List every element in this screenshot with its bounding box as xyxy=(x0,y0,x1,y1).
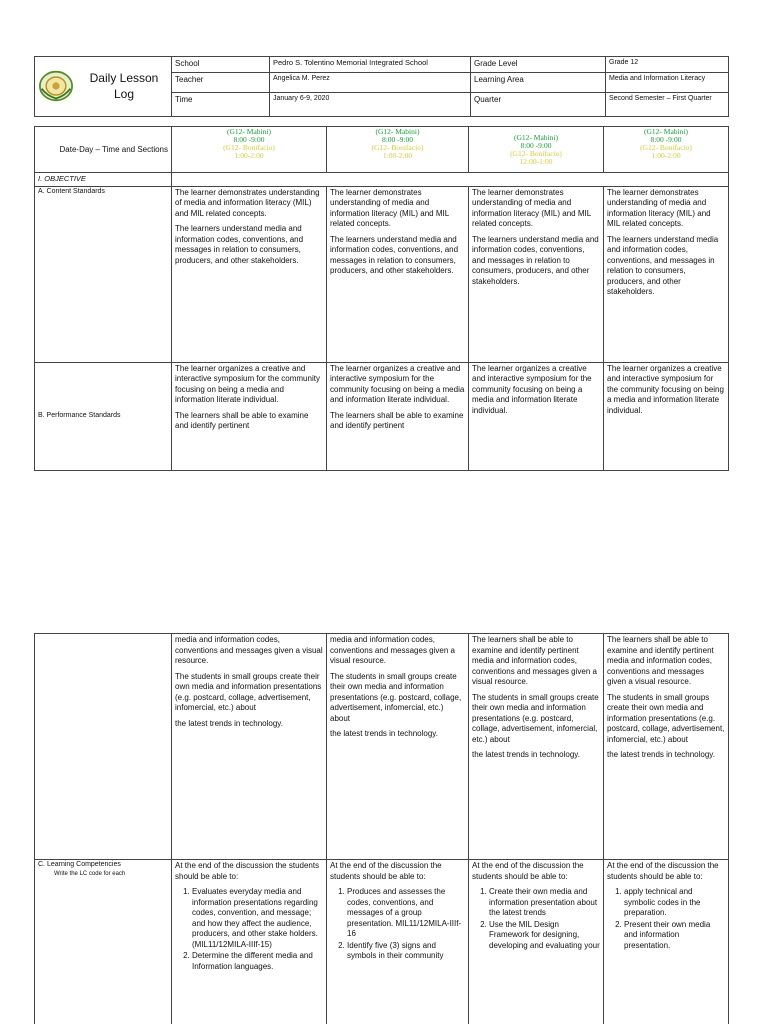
teacher-label: Teacher xyxy=(172,72,270,92)
grade-label: Grade Level xyxy=(471,57,606,73)
paragraph: The learners shall be able to examine and identify pertinent xyxy=(330,410,464,430)
day-4-sections xyxy=(604,127,729,173)
perf-cont-cell-1 xyxy=(172,634,327,860)
content-standards-label xyxy=(35,186,172,362)
paragraph: The learner organizes a creative and interactive symposium for the community focusing on being a media and information literate individual. xyxy=(175,363,320,404)
area-value: Media and Information Literacy xyxy=(606,72,729,92)
competency-label: C. Learning Competencies xyxy=(38,861,121,868)
paragraph: The students in small groups create their own media and information presentations (e.g. postcard, collage, advertisement, infomercial, etc.) about xyxy=(175,671,322,712)
competency-intro: At the end of the discussion the students should be able to: xyxy=(175,861,320,881)
paragraph: The learners understand media and information codes, conventions, and messages in relation to consumers, producers, and other stakeholders. xyxy=(330,234,459,275)
logo-title-cell xyxy=(35,57,172,117)
time-value: January 6-9, 2020 xyxy=(270,92,471,116)
performance-cell-3 xyxy=(469,362,604,470)
paragraph: the latest trends in technology. xyxy=(607,750,715,759)
paragraph: The learners shall be able to examine and identify pertinent xyxy=(175,410,309,430)
day-2-sections xyxy=(327,127,469,173)
list-item: 1. Create their own media and information presentation about the latest trends xyxy=(489,887,600,919)
competency-intro: At the end of the discussion the students should be able to: xyxy=(607,861,719,881)
competency-cell-3 xyxy=(469,860,604,1024)
objective-empty xyxy=(172,173,729,187)
paragraph: The learner organizes a creative and interactive symposium for the community focusing on being a media and information literate individual. xyxy=(607,363,724,415)
area-label: Learning Area xyxy=(471,72,606,92)
section-name: (G12- Mabini) xyxy=(375,127,420,136)
school-value: Pedro S. Tolentino Memorial Integrated School xyxy=(270,57,471,73)
date-row-label xyxy=(35,127,172,173)
performance-continued-label xyxy=(35,634,172,860)
section-name: (G12- Bonifacio) xyxy=(510,148,562,158)
section-time: 1:00-2:00 xyxy=(234,151,264,160)
list-item: 2. Determine the different media and Information languages. xyxy=(192,951,323,972)
section-time: 8:00 -9:00 xyxy=(520,140,552,150)
competency-list xyxy=(330,887,465,962)
section-name: (G12- Mabini) xyxy=(514,132,558,142)
quarter-value: Second Semester – First Quarter xyxy=(606,92,729,116)
page-title: Daily Lesson Log xyxy=(89,71,159,102)
perf-cont-cell-4 xyxy=(604,634,729,860)
objective-label: I. OBJECTIVE xyxy=(38,174,86,183)
competency-list xyxy=(175,887,323,972)
competency-intro: At the end of the discussion the students should be able to: xyxy=(330,861,442,881)
lesson-table-page1 xyxy=(34,126,729,471)
paragraph: The learners understand media and information codes, conventions, and messages in relation to consumers, producers, and other stakeholders. xyxy=(607,234,719,296)
section-name: (G12- Bonifacio) xyxy=(640,143,692,152)
quarter-label: Quarter xyxy=(471,92,606,116)
list-item: 1. apply technical and symbolic codes in the preparation. xyxy=(624,887,725,919)
section-time: 1:00-2:00 xyxy=(651,151,681,160)
paragraph: The learner demonstrates understanding of media and information literacy (MIL) and MIL related concepts. xyxy=(472,187,591,228)
competency-cell-2 xyxy=(327,860,469,1024)
paragraph: The learner demonstrates understanding of media and information literacy (MIL) and MIL related concepts. xyxy=(607,187,711,228)
content-standards-text: A. Content Standards xyxy=(38,187,105,195)
paragraph: The students in small groups create their own media and information presentations (e.g. postcard, collage, advertisement, infomercial, etc.) about xyxy=(330,671,462,723)
paragraph: the latest trends in technology. xyxy=(175,718,283,728)
school-seal-icon xyxy=(38,69,74,103)
list-item: 2. Use the MIL Design Framework for designing, developing and evaluating your xyxy=(489,920,600,952)
section-name: (G12- Mabini) xyxy=(644,127,688,136)
competency-list xyxy=(472,887,600,951)
content-cell-1 xyxy=(172,186,327,362)
content-cell-4 xyxy=(604,186,729,362)
paragraph: the latest trends in technology. xyxy=(472,750,580,759)
paragraph: The students in small groups create their own media and information presentations (e.g. postcard, collage, advertisement, infomercial, etc.) about xyxy=(607,692,725,744)
section-time: 12:00-1:00 xyxy=(519,156,553,166)
objective-heading xyxy=(35,173,172,187)
list-item: 1. Produces and assesses the codes, conventions, and messages of a group presentation. MIL11/12MILA-IIIf-16 xyxy=(347,887,465,940)
day-3-sections xyxy=(469,127,604,173)
paragraph: The learners shall be able to examine and identify pertinent media and information codes, conventions and messages given a visual resource. xyxy=(607,635,714,686)
date-row-label-text: Date-Day – Time and Sections xyxy=(59,145,168,154)
performance-cell-4 xyxy=(604,362,729,470)
paragraph: The learner organizes a creative and interactive symposium for the community focusing on being a media and information literate individual. xyxy=(472,363,592,415)
performance-cell-1 xyxy=(172,362,327,470)
paragraph: The learners understand media and information codes, conventions, and messages in relation to consumers, producers, and other stakeholders. xyxy=(472,234,599,286)
perf-cont-cell-2 xyxy=(327,634,469,860)
paragraph: The learners shall be able to examine and identify pertinent media and information codes, conventions and messages given a visual resource. xyxy=(472,635,597,686)
school-label: School xyxy=(172,57,270,73)
competency-label-cell xyxy=(35,860,172,1024)
section-time: 8:00 -9:00 xyxy=(381,135,414,144)
competency-list xyxy=(607,887,725,951)
section-name: (G12- Mabini) xyxy=(227,127,271,136)
performance-standards-text: B. Performance Standards xyxy=(38,411,121,419)
performance-standards-label xyxy=(35,362,172,470)
paragraph: the latest trends in technology. xyxy=(330,729,438,738)
content-cell-3 xyxy=(469,186,604,362)
performance-cell-2 xyxy=(327,362,469,470)
day-1-sections xyxy=(172,127,327,173)
paragraph: The learner demonstrates understanding of media and information literacy (MIL) and MIL related concepts. xyxy=(330,187,449,228)
paragraph: The learner organizes a creative and interactive symposium for the community focusing on being a media and information literate individual. xyxy=(330,363,465,404)
teacher-value: Angelica M. Perez xyxy=(270,72,471,92)
section-time: 8:00 -9:00 xyxy=(233,135,265,144)
paragraph: media and information codes, conventions and messages given a visual resource. xyxy=(330,635,455,665)
grade-value: Grade 12 xyxy=(606,57,729,73)
list-item: 2. Identify five (3) signs and symbols in their community xyxy=(347,941,465,962)
perf-cont-cell-3 xyxy=(469,634,604,860)
content-cell-2 xyxy=(327,186,469,362)
section-time: 1:00-2:00 xyxy=(382,151,413,160)
list-item: 2. Present their own media and information presentation. xyxy=(624,920,725,952)
competency-sublabel: Write the LC code for each xyxy=(54,870,126,877)
lesson-table-page2 xyxy=(34,633,729,1024)
paragraph: media and information codes, conventions and messages given a visual resource. xyxy=(175,635,323,665)
section-name: (G12- Bonifacio) xyxy=(223,143,275,152)
section-name: (G12- Bonifacio) xyxy=(371,143,424,152)
paragraph: The learner demonstrates understanding of media and information literacy (MIL) and MIL related concepts. xyxy=(175,187,320,218)
paragraph: The students in small groups create their own media and information presentations (e.g. postcard, collage, advertisement, infomercial, etc.) about xyxy=(472,692,599,744)
competency-cell-1 xyxy=(172,860,327,1024)
paragraph: The learners understand media and information codes, conventions, and messages in relation to consumers, producers, and other stakeholders. xyxy=(175,224,304,265)
competency-cell-4 xyxy=(604,860,729,1024)
header-table xyxy=(34,56,729,117)
section-time: 8:00 -9:00 xyxy=(650,135,682,144)
time-label: Time xyxy=(172,92,270,116)
competency-intro: At the end of the discussion the students should be able to: xyxy=(472,861,584,881)
list-item: 1. Evaluates everyday media and information presentations regarding codes, convention, and message; and how they affect the audience, producers, and other stake holders. (MIL11/12MILA-IIIf-15) xyxy=(192,887,323,950)
